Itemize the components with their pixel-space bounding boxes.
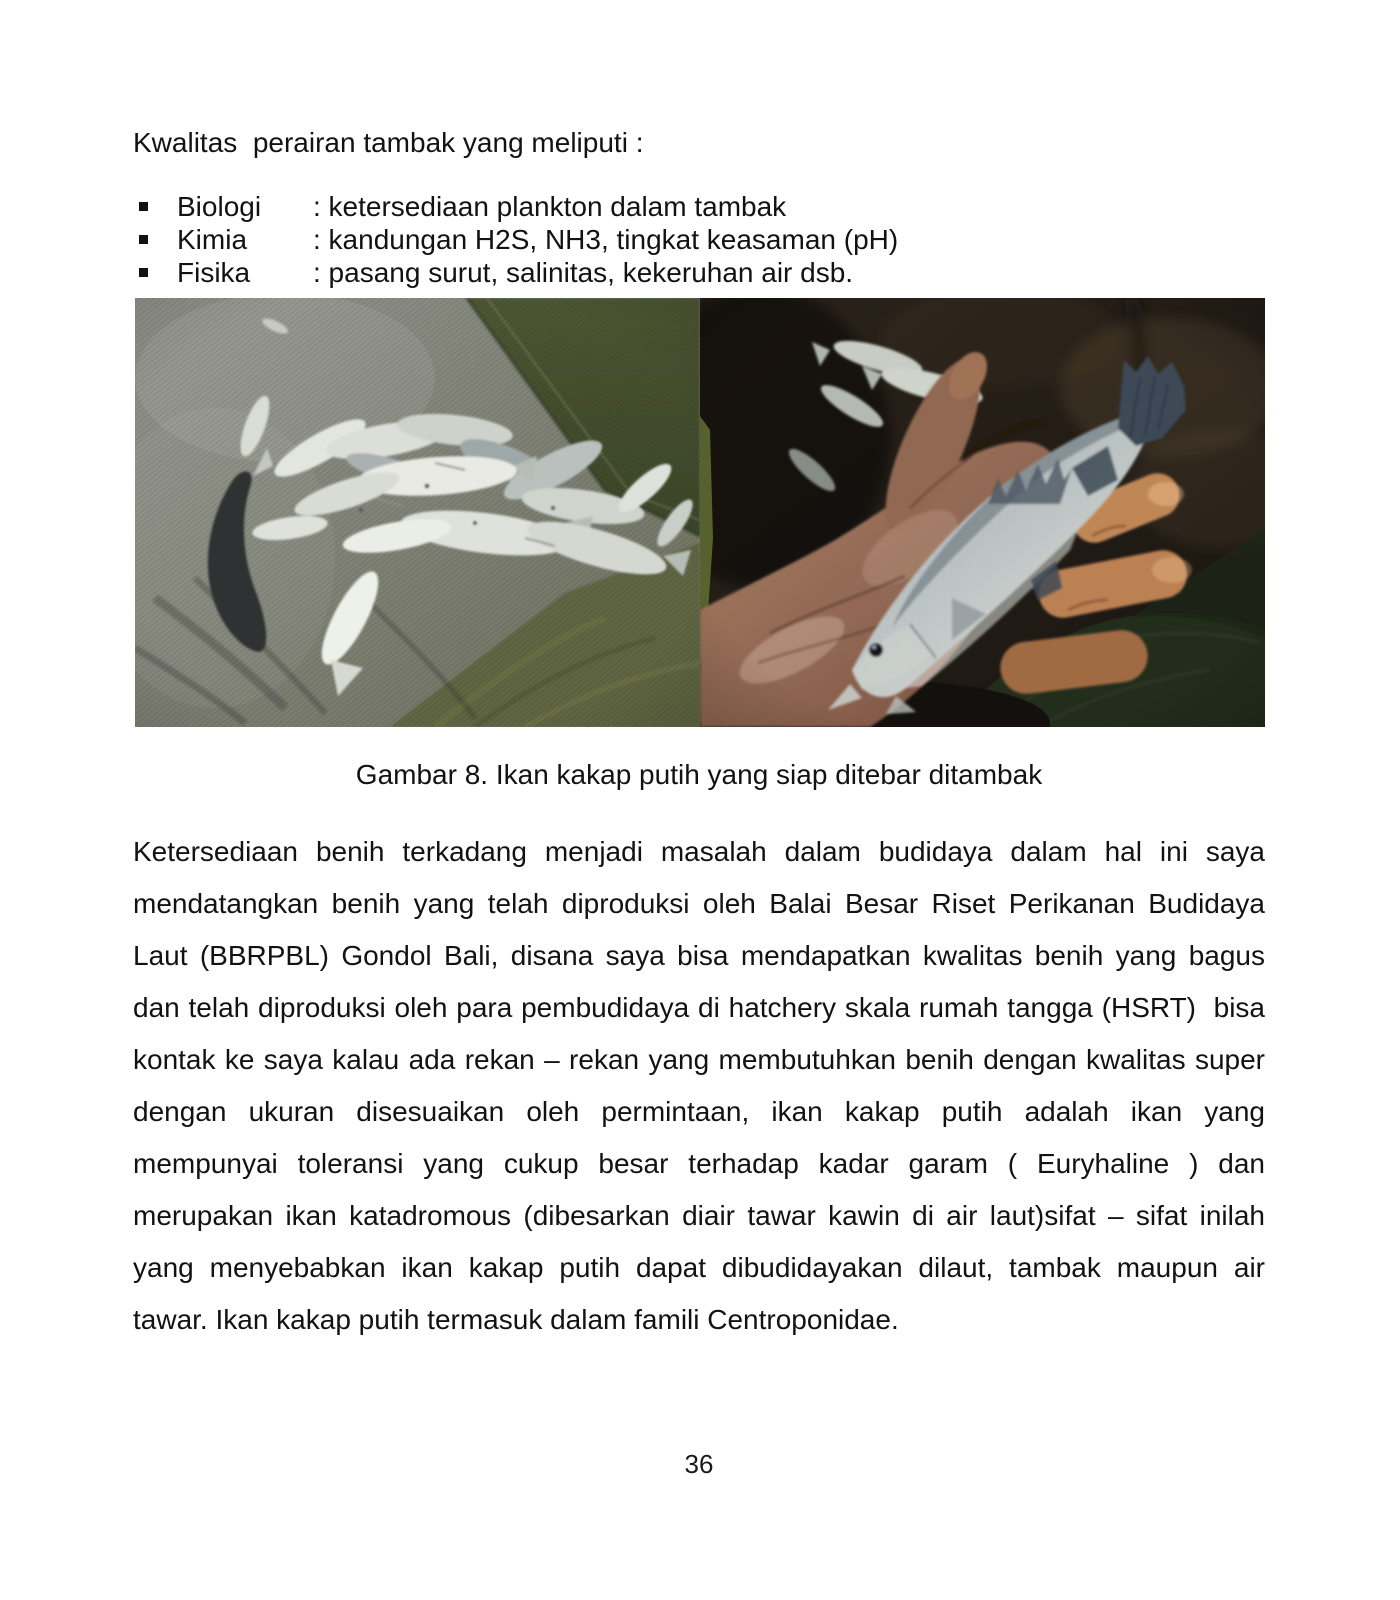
photo-dead-fish-on-net: [135, 298, 700, 727]
bullet-description: : ketersediaan plankton dalam tambak: [313, 191, 787, 222]
bullet-list: [133, 190, 1265, 289]
square-bullet-icon: [139, 202, 148, 211]
figure-photos: [135, 298, 1265, 727]
paragraph-line: tawar. Ikan kakap putih termasuk dalam famili Centroponidae.: [133, 1304, 899, 1335]
paragraph-line: Ketersediaan benih terkadang menjadi masalah dalam budidaya dalam hal ini saya: [133, 836, 1265, 867]
square-bullet-icon: [139, 268, 148, 277]
body-paragraph: [133, 826, 1265, 1346]
square-bullet-icon: [139, 235, 148, 244]
list-item: [133, 256, 1265, 289]
list-item: [133, 190, 1265, 223]
paragraph-line: Laut (BBRPBL) Gondol Bali, disana saya bisa mendapatkan kwalitas benih yang bagus: [133, 940, 1265, 971]
bullet-label: Biologi: [177, 191, 262, 222]
bullet-description: : pasang surut, salinitas, kekeruhan air dsb.: [313, 257, 854, 288]
bullet-description: : kandungan H2S, NH3, tingkat keasaman (pH): [313, 224, 899, 255]
paragraph-line: kontak ke saya kalau ada rekan – rekan yang membutuhkan benih dengan kwalitas super: [133, 1044, 1265, 1075]
paragraph-line: mempunyai toleransi yang cukup besar terhadap kadar garam ( Euryhaline ) dan: [133, 1148, 1265, 1179]
paragraph-line: dengan ukuran disesuaikan oleh permintaan, ikan kakap putih adalah ikan yang: [133, 1096, 1265, 1127]
bullet-label: Kimia: [177, 224, 248, 255]
section-heading: Kwalitas perairan tambak yang meliputi :: [133, 127, 644, 158]
list-item: [133, 223, 1265, 256]
paragraph-line: dan telah diproduksi oleh para pembudidaya di hatchery skala rumah tangga (HSRT) bisa: [133, 992, 1265, 1023]
paragraph-line: merupakan ikan katadromous (dibesarkan diair tawar kawin di air laut)sifat – sifat inilah: [133, 1200, 1265, 1231]
photo-hand-holding-barramundi: [700, 298, 1265, 727]
page-number: 36: [684, 1449, 714, 1479]
paragraph-line: yang menyebabkan ikan kakap putih dapat dibudidayakan dilaut, tambak maupun air: [133, 1252, 1265, 1283]
paragraph-line: mendatangkan benih yang telah diproduksi oleh Balai Besar Riset Perikanan Budidaya: [133, 888, 1265, 919]
figure-caption: Gambar 8. Ikan kakap putih yang siap ditebar ditambak: [355, 759, 1043, 790]
bullet-label: Fisika: [177, 257, 251, 288]
